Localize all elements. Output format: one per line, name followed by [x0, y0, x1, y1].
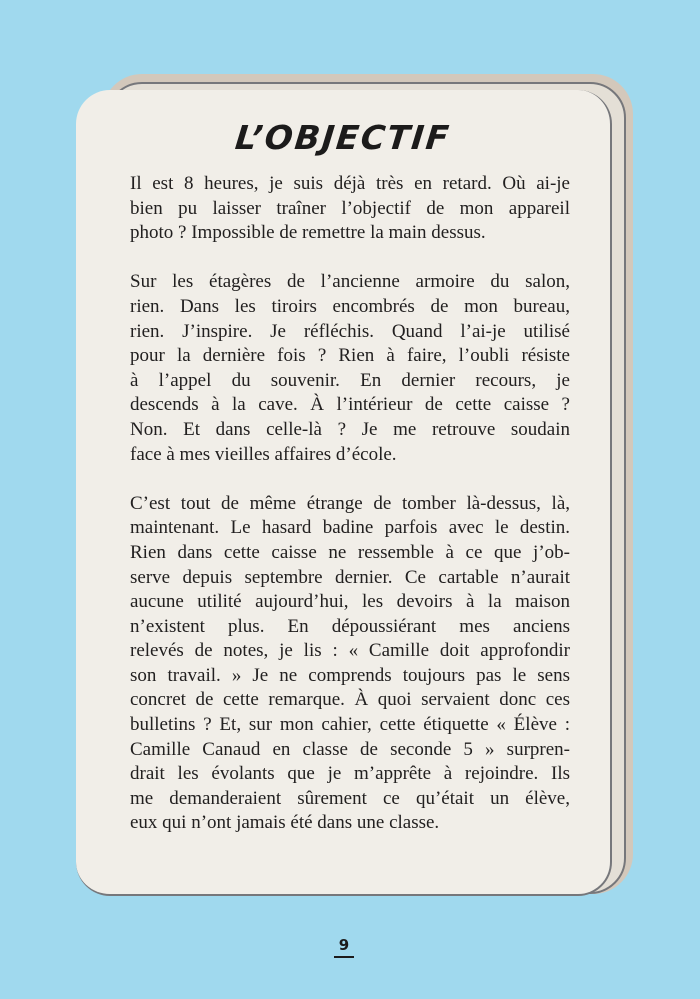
text-line: aucune utilité aujourd’hui, les devoirs à la maison — [130, 591, 570, 613]
page-number: 9 — [338, 936, 350, 954]
text-line: rien. J’inspire. Je réfléchis. Quand l’ai-je utilisé — [130, 320, 570, 342]
paragraph-1 — [130, 172, 570, 246]
text-line: n’existent plus. En dépoussiérant mes anciens — [130, 615, 570, 637]
chapter-title: L’OBJECTIF — [233, 118, 453, 157]
text-line: son travail. » Je ne comprends toujours pas le sens — [130, 664, 570, 686]
text-line: maintenant. Le hasard badine parfois avec le destin. — [130, 517, 570, 539]
text-card — [76, 90, 612, 896]
page-number-underline — [334, 956, 354, 958]
text-line: concret de cette remarque. À quoi servaient donc ces — [130, 689, 570, 711]
text-line: drait les évolants que je m’apprête à rejoindre. Ils — [130, 763, 570, 785]
text-line: rien. Dans les tiroirs encombrés de mon bureau, — [130, 295, 570, 317]
text-line: face à mes vieilles affaires d’école. — [130, 443, 397, 465]
text-line: Non. Et dans celle-là ? Je me retrouve soudain — [130, 418, 570, 440]
text-line: photo ? Impossible de remettre la main dessus. — [130, 222, 486, 244]
text-line: bulletins ? Et, sur mon cahier, cette étiquette « Élève : — [130, 714, 570, 736]
text-line: à l’appel du souvenir. En dernier recours, je — [130, 369, 570, 391]
text-line: serve depuis septembre dernier. Ce cartable n’aurait — [130, 566, 570, 588]
paragraph-2 — [130, 270, 570, 467]
text-line: C’est tout de même étrange de tomber là-dessus, là, — [130, 492, 570, 514]
chapter-body — [130, 172, 570, 861]
text-line: Rien dans cette caisse ne ressemble à ce que j’ob- — [130, 541, 570, 563]
text-line: Camille Canaud en classe de seconde 5 » surpren- — [130, 738, 570, 760]
text-line: eux qui n’ont jamais été dans une classe. — [130, 812, 440, 834]
text-line: pour la dernière fois ? Rien à faire, l’oubli résiste — [130, 345, 570, 367]
text-line: Il est 8 heures, je suis déjà très en retard. Où ai-je — [130, 173, 570, 194]
paragraph-3 — [130, 492, 570, 836]
text-line: me demanderaient sûrement ce qu’était un élève, — [130, 787, 570, 809]
text-line: descends à la cave. À l’intérieur de cette caisse ? — [130, 394, 570, 416]
text-line: Sur les étagères de l’ancienne armoire du salon, — [130, 271, 570, 293]
text-line: relevés de notes, je lis : « Camille doit approfondir — [130, 640, 570, 662]
text-line: bien pu laisser traîner l’objectif de mon appareil — [130, 197, 570, 219]
